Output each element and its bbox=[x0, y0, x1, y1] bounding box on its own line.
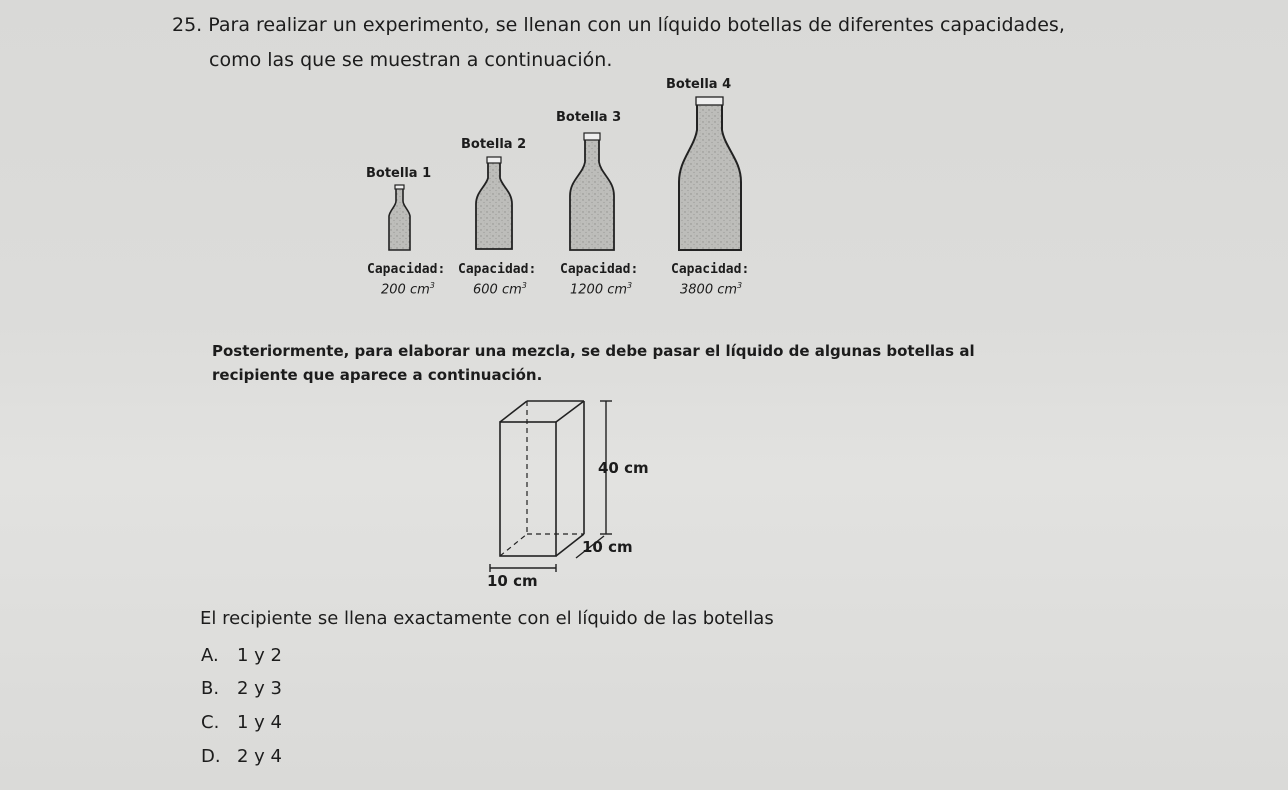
option-c[interactable] bbox=[201, 712, 282, 733]
bottle-3-drawing bbox=[570, 133, 614, 250]
bottle-1-capacity-label: Capacidad: bbox=[367, 262, 446, 277]
container-width-label: 10 cm bbox=[487, 572, 538, 590]
question-stem: El recipiente se llena exactamente con el líquido de las botellas bbox=[200, 608, 774, 629]
option-letter: C. bbox=[201, 712, 220, 733]
question-text-line2: como las que se muestran a continuación. bbox=[209, 49, 613, 71]
bottle-2-capacity-label: Capacidad: bbox=[458, 262, 537, 277]
bottle-3-label: Botella 3 bbox=[556, 110, 622, 125]
bottle-2-capacity-value: 600 $cm^3$ bbox=[473, 281, 527, 298]
bottle-1-label: Botella 1 bbox=[366, 166, 432, 181]
bottle-2-drawing bbox=[476, 157, 512, 249]
option-a[interactable] bbox=[201, 645, 282, 666]
bottle-4-label: Botella 4 bbox=[666, 77, 732, 92]
option-text: 1 y 2 bbox=[237, 645, 282, 666]
option-letter: A. bbox=[201, 645, 219, 666]
option-b[interactable] bbox=[201, 678, 282, 699]
bottle-1-capacity-value: 200 $cm^3$ bbox=[381, 281, 435, 298]
option-letter: B. bbox=[201, 678, 220, 699]
bottle-1-drawing bbox=[389, 185, 410, 250]
container-height-label: 40 cm bbox=[598, 459, 649, 477]
instruction-text-line2: recipiente que aparece a continuación. bbox=[212, 366, 543, 384]
question-text-line1: 25. Para realizar un experimento, se llenan con un líquido botellas de diferentes capacidades, bbox=[172, 14, 1065, 36]
option-d[interactable] bbox=[201, 746, 282, 767]
option-letter: D. bbox=[201, 746, 221, 767]
bottle-3-capacity-value: 1200 $cm^3$ bbox=[570, 281, 633, 298]
bottle-2-label: Botella 2 bbox=[461, 137, 527, 152]
option-text: 1 y 4 bbox=[237, 712, 282, 733]
instruction-text-line1: Posteriormente, para elaborar una mezcla, se debe pasar el líquido de algunas botellas al bbox=[212, 342, 975, 360]
bottle-4-capacity-label: Capacidad: bbox=[671, 262, 750, 277]
bottle-4-capacity-value: 3800 $cm^3$ bbox=[680, 281, 743, 298]
option-text: 2 y 3 bbox=[237, 678, 282, 699]
option-text: 2 y 4 bbox=[237, 746, 282, 767]
bottle-4-drawing bbox=[679, 97, 741, 250]
container-depth-label: 10 cm bbox=[582, 538, 633, 556]
bottle-3-capacity-label: Capacidad: bbox=[560, 262, 639, 277]
